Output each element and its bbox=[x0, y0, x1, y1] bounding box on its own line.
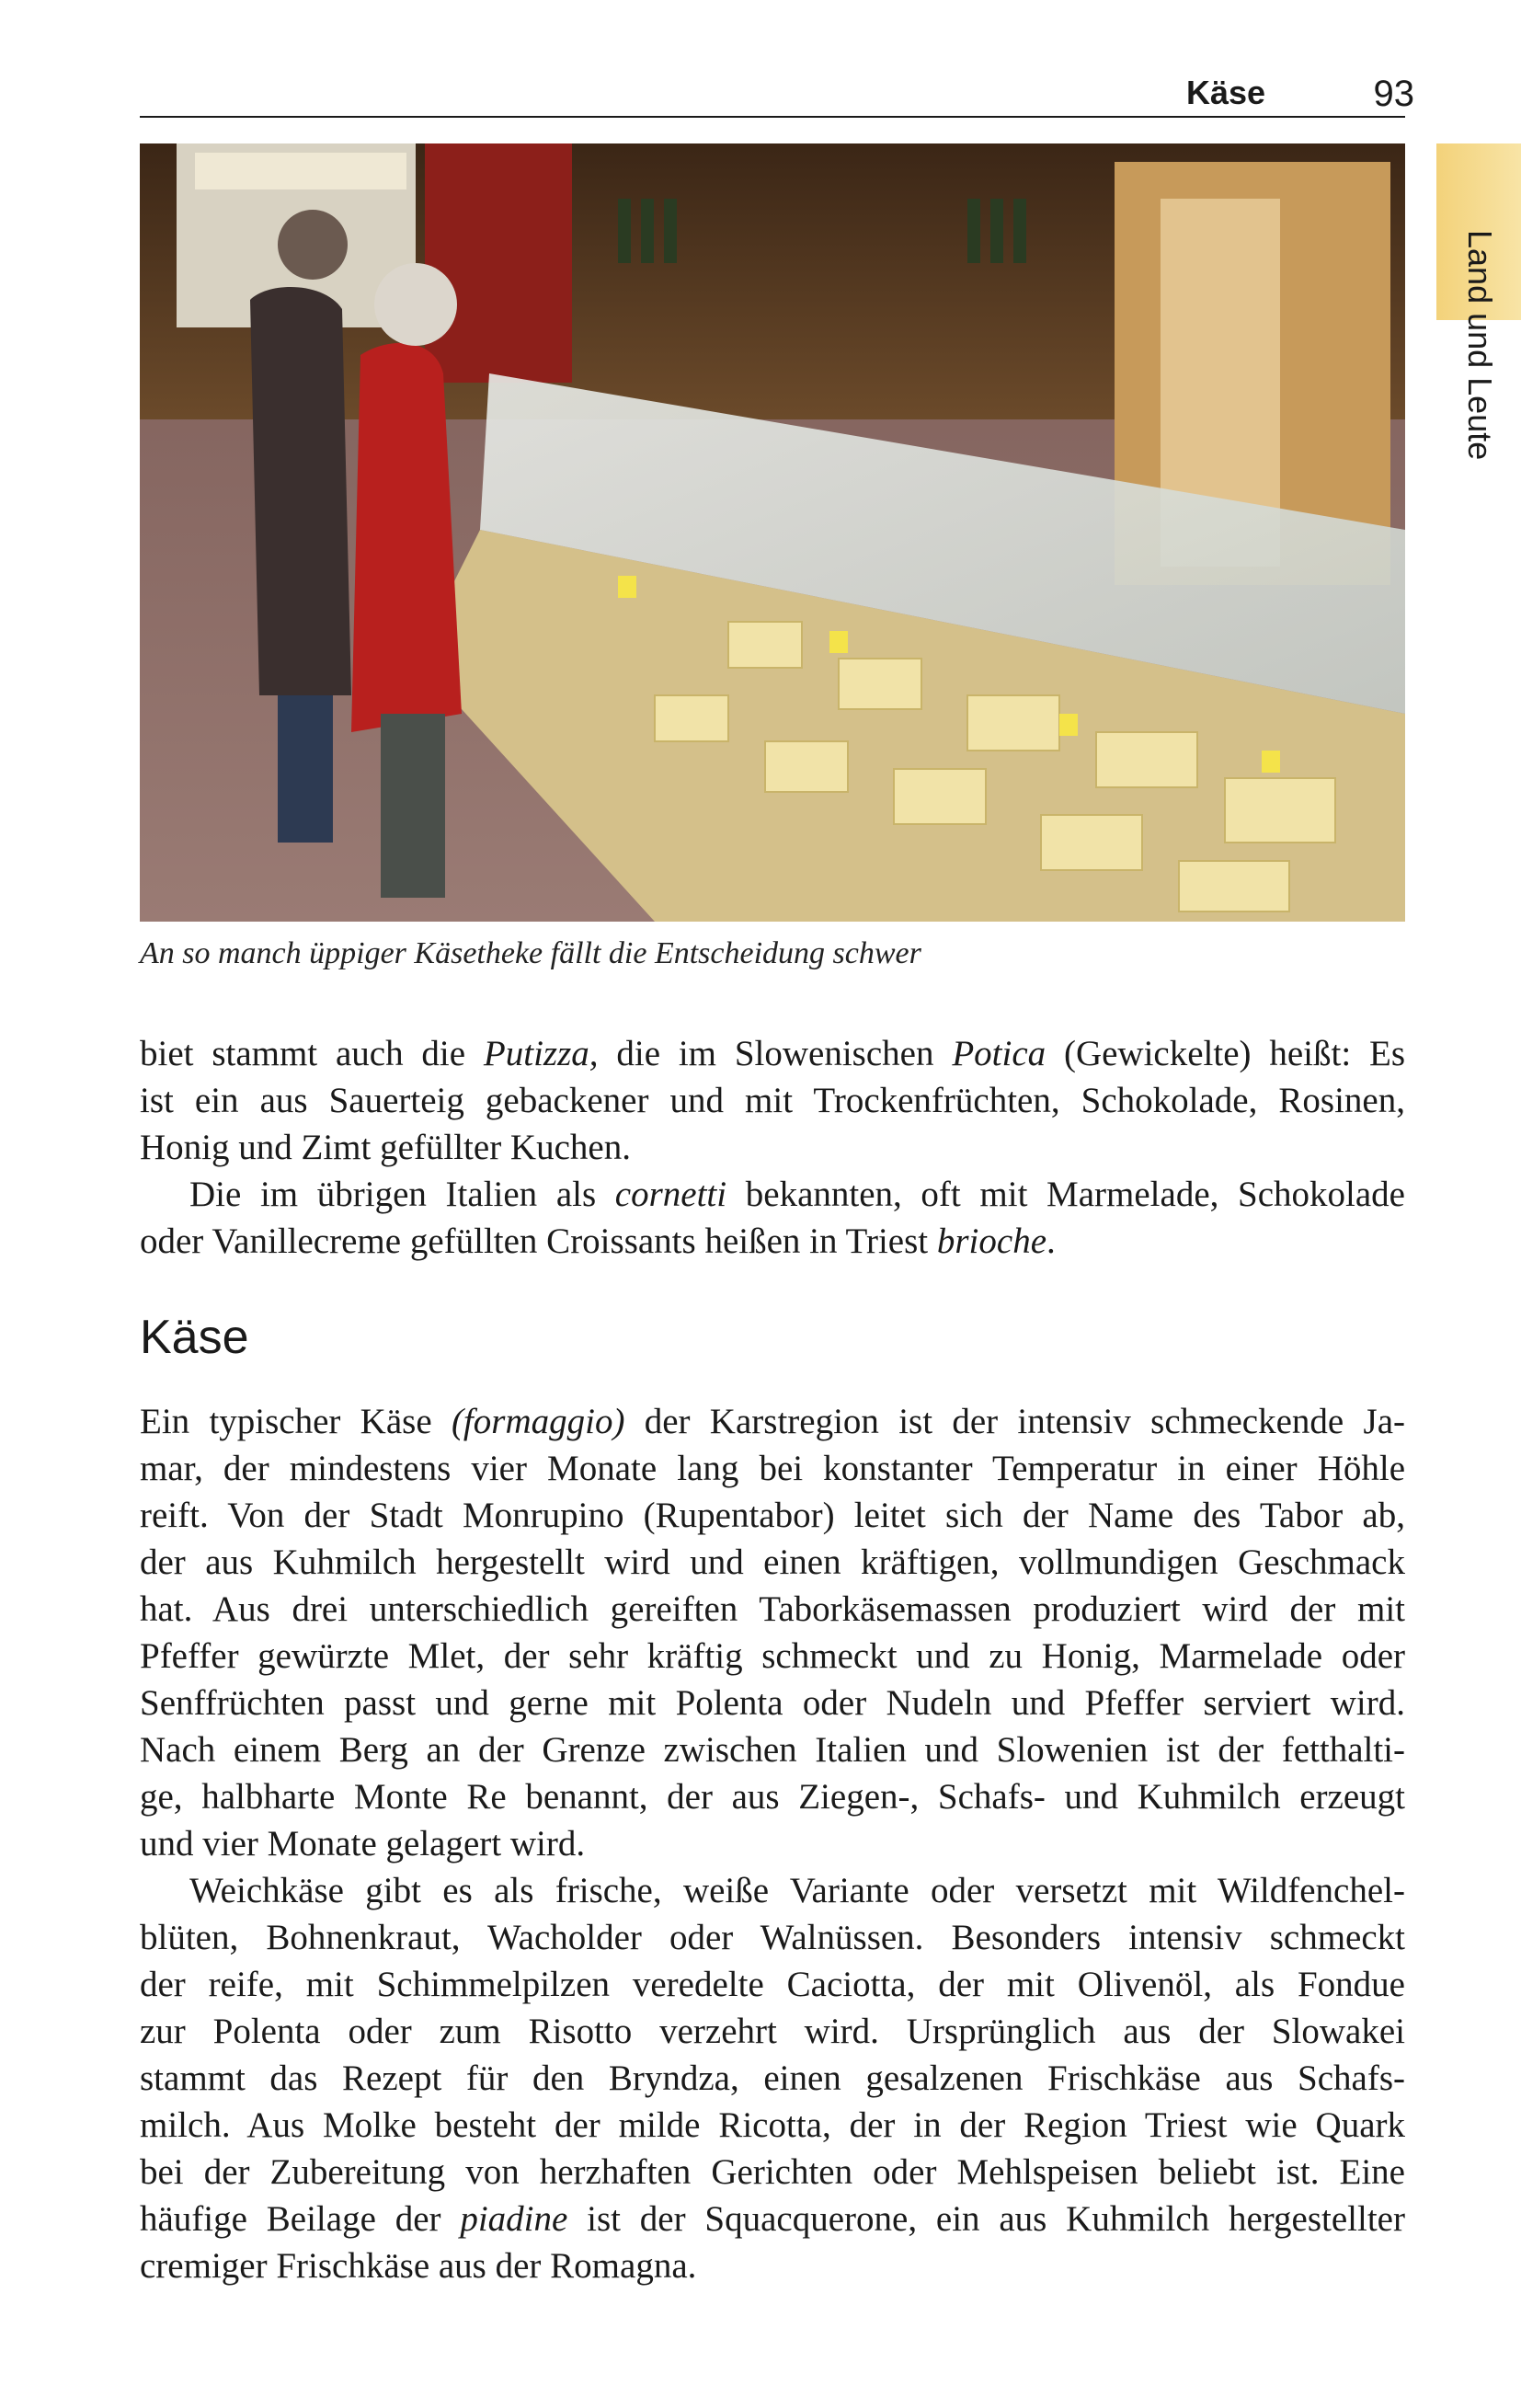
text-run: die im Slowenischen bbox=[598, 1034, 953, 1073]
intro-paragraph-1 bbox=[140, 1030, 1405, 1171]
emphasis: cornetti bbox=[614, 1175, 727, 1214]
text-line: Weichkäse gibt es als frische, weiße Variante oder versetzt mit Wildfenchel- bbox=[189, 1871, 1405, 1910]
text-line: und vier Monate gelagert wird. bbox=[140, 1824, 586, 1863]
text-line bbox=[140, 1030, 1405, 1077]
chapter-tab-label: Land und Leute bbox=[1461, 230, 1499, 461]
text-run: Die im übrigen Italien als bbox=[189, 1175, 615, 1214]
emphasis: Potica bbox=[952, 1034, 1046, 1073]
header-rule bbox=[140, 116, 1405, 118]
figure-caption: An so manch üppiger Käsetheke fällt die Entscheidung schwer bbox=[140, 936, 921, 970]
text-line bbox=[140, 1218, 1405, 1265]
emphasis: piadine bbox=[460, 2199, 568, 2239]
page-number: 93 bbox=[1373, 74, 1414, 114]
text-line: zur Polenta oder zum Risotto verzehrt wird. Ursprünglich aus der Slowakei bbox=[140, 2012, 1405, 2051]
emphasis: Putizza, bbox=[483, 1034, 599, 1073]
text-run: ist der Squacquerone, ein aus Kuhmilch hergestellter bbox=[567, 2199, 1405, 2239]
intro-text bbox=[140, 1030, 1405, 1265]
text-line: hat. Aus drei unterschiedlich gereiften Taborkäsemassen produziert wird der mit bbox=[140, 1589, 1405, 1629]
text-line: reift. Von der Stadt Monrupino (Rupentabor) leitet sich der Name des Tabor ab, bbox=[140, 1496, 1405, 1535]
running-head: Käse bbox=[1186, 74, 1266, 111]
text-run: bekannten, oft mit Marmelade, Schokolade bbox=[726, 1175, 1405, 1214]
section-heading: Käse bbox=[140, 1311, 249, 1364]
text-line bbox=[140, 1171, 1405, 1218]
text-line: ist ein aus Sauerteig gebackener und mit Trockenfrüchten, Schokolade, Rosinen, bbox=[140, 1081, 1405, 1120]
intro-paragraph-2 bbox=[140, 1171, 1405, 1265]
text-line bbox=[140, 1398, 1405, 1445]
text-run: . bbox=[1046, 1221, 1056, 1261]
text-line: blüten, Bohnenkraut, Wacholder oder Walnüssen. Besonders intensiv schmeckt bbox=[140, 1918, 1405, 1957]
text-line: Senffrüchten passt und gerne mit Polenta oder Nudeln und Pfeffer serviert wird. bbox=[140, 1683, 1405, 1723]
text-line: Nach einem Berg an der Grenze zwischen Italien und Slowenien ist der fetthalti- bbox=[140, 1730, 1405, 1770]
text-run: (Gewickelte) heißt: Es bbox=[1046, 1034, 1406, 1073]
text-line: Pfeffer gewürzte Mlet, der sehr kräftig schmeckt und zu Honig, Marmelade oder bbox=[140, 1636, 1405, 1676]
text-line: stammt das Rezept für den Bryndza, einen gesalzenen Frischkäse aus Schafs- bbox=[140, 2058, 1405, 2098]
text-run: Ein typischer Käse bbox=[140, 1402, 452, 1441]
text-run: der Karstregion ist der intensiv schmeckende Ja- bbox=[624, 1402, 1405, 1441]
text-run: häufige Beilage der bbox=[140, 2199, 461, 2239]
text-line bbox=[140, 2196, 1405, 2242]
text-line: milch. Aus Molke besteht der milde Ricotta, der in der Region Triest wie Quark bbox=[140, 2105, 1405, 2145]
emphasis: (formaggio) bbox=[451, 1402, 625, 1441]
emphasis: brioche bbox=[936, 1221, 1047, 1261]
text-run: biet stammt auch die bbox=[140, 1034, 484, 1073]
text-line: ge, halbharte Monte Re benannt, der aus Ziegen-, Schafs- und Kuhmilch erzeugt bbox=[140, 1777, 1405, 1817]
text-line: mar, der mindestens vier Monate lang bei konstanter Temperatur in einer Höhle bbox=[140, 1449, 1405, 1488]
section-paragraph-1 bbox=[140, 1398, 1405, 1867]
text-line: cremiger Frischkäse aus der Romagna. bbox=[140, 2246, 697, 2286]
section-text bbox=[140, 1398, 1405, 2289]
section-paragraph-2 bbox=[140, 1867, 1405, 2289]
text-line: Honig und Zimt gefüllter Kuchen. bbox=[140, 1128, 631, 1167]
text-line: der aus Kuhmilch hergestellt wird und einen kräftigen, vollmundigen Geschmack bbox=[140, 1542, 1405, 1582]
cheese-counter-photo bbox=[140, 143, 1405, 922]
text-line: bei der Zubereitung von herzhaften Gerichten oder Mehlspeisen beliebt ist. Eine bbox=[140, 2152, 1405, 2192]
text-line: der reife, mit Schimmelpilzen veredelte Caciotta, der mit Olivenöl, als Fondue bbox=[140, 1965, 1405, 2004]
text-run: oder Vanillecreme gefüllten Croissants heißen in Triest bbox=[140, 1221, 937, 1261]
